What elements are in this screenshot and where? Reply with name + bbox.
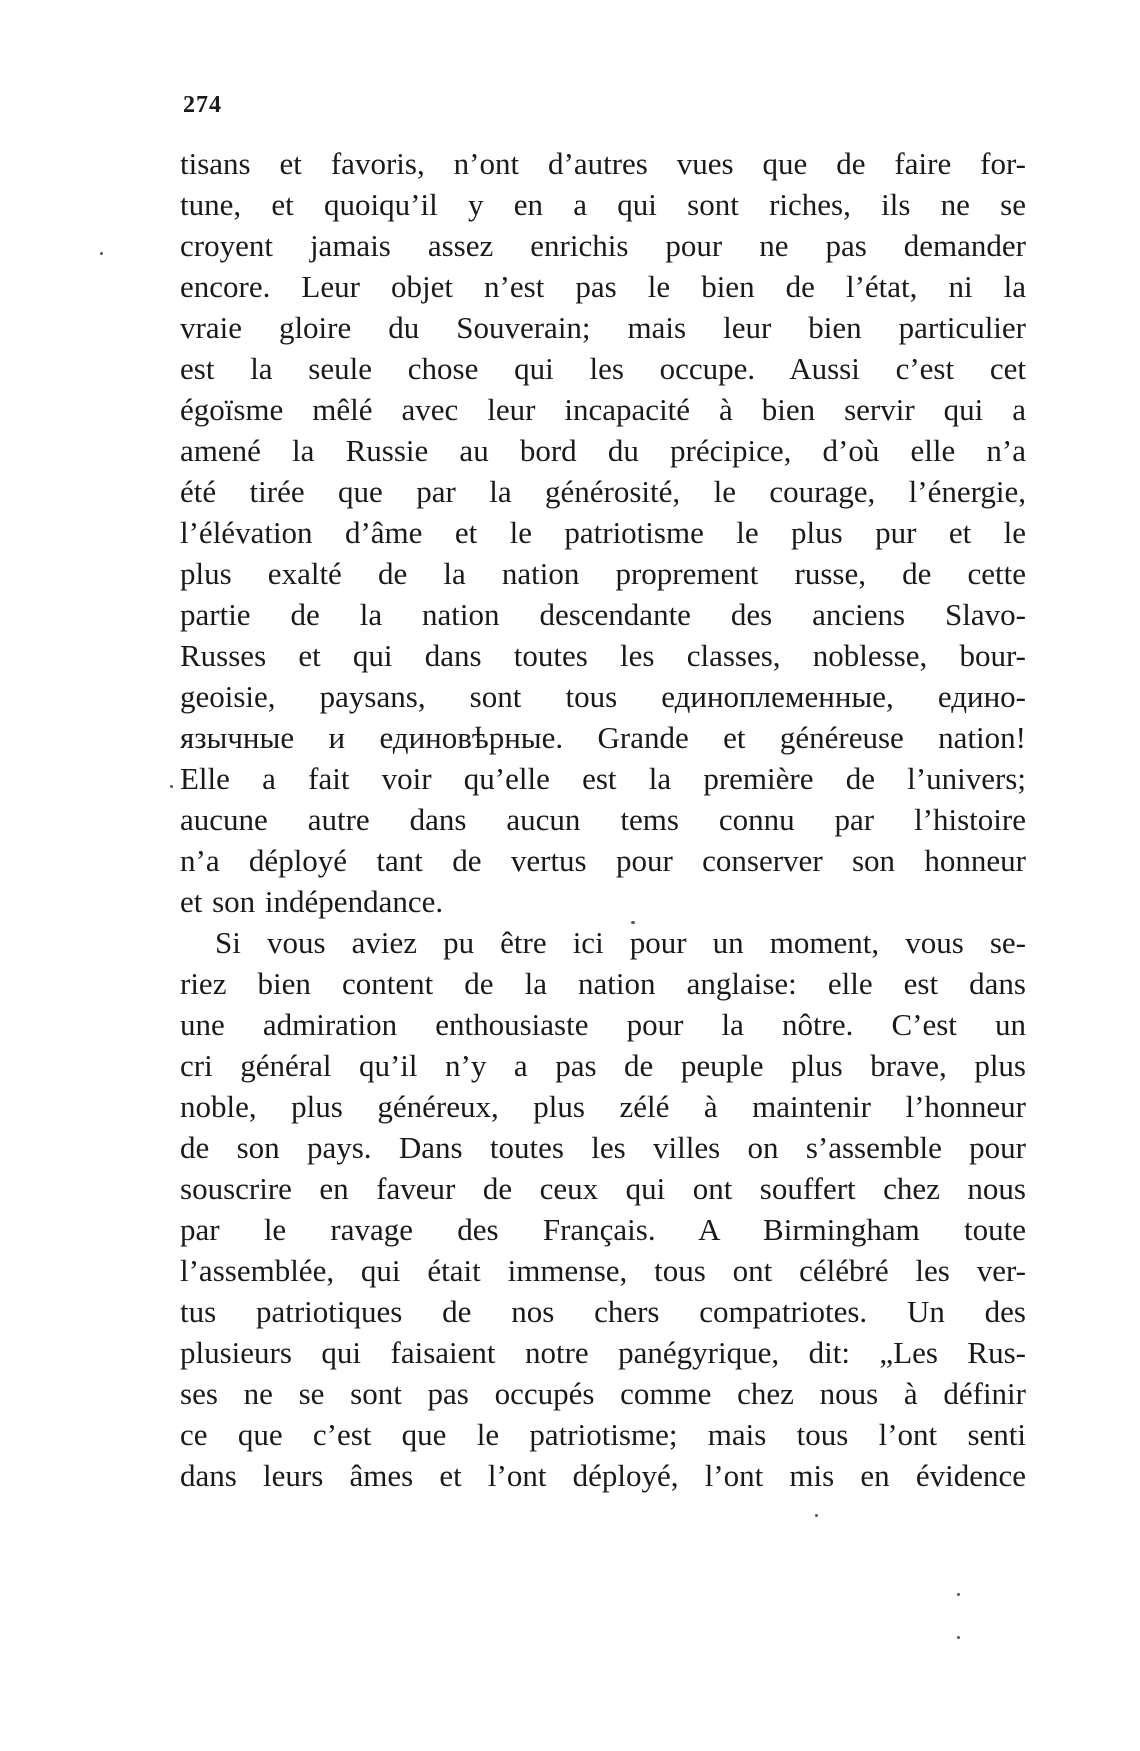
text-line: tune, et quoiqu’il y en a qui sont riches, ils ne se: [180, 187, 1026, 222]
text-line: tus patriotiques de nos chers compatriotes. Un des: [180, 1294, 1026, 1329]
text-line: Russes et qui dans toutes les classes, noblesse, bour-: [180, 638, 1026, 673]
text-line: cri général qu’il n’y a pas de peuple plus brave, plus: [180, 1048, 1026, 1083]
text-line: par le ravage des Français. A Birmingham toute: [180, 1212, 1026, 1247]
text-line: de son pays. Dans toutes les villes on s’assemble pour: [180, 1130, 1026, 1165]
scan-speck: [815, 1514, 818, 1517]
text-line: tisans et favoris, n’ont d’autres vues que de faire for-: [180, 146, 1026, 181]
body-text: [180, 143, 1026, 1496]
text-line: l’élévation d’âme et le patriotisme le plus pur et le: [180, 515, 1026, 550]
text-line: été tirée que par la générosité, le courage, l’énergie,: [180, 474, 1026, 509]
text-line: ses ne se sont pas occupés comme chez nous à définir: [180, 1376, 1026, 1411]
scan-speck: [631, 921, 635, 924]
scan-speck: [100, 252, 103, 255]
text-line: n’a déployé tant de vertus pour conserver son honneur: [180, 843, 1026, 878]
text-line: язычные и единовѣрные. Grande et généreuse nation!: [180, 720, 1026, 755]
text-line: Elle a fait voir qu’elle est la première de l’univers;: [180, 761, 1026, 796]
scan-speck: [957, 1593, 960, 1596]
text-line: plusieurs qui faisaient notre panégyrique, dit: „Les Rus-: [180, 1335, 1026, 1370]
text-line: croyent jamais assez enrichis pour ne pas demander: [180, 228, 1026, 263]
text-line: souscrire en faveur de ceux qui ont souffert chez nous: [180, 1171, 1026, 1206]
text-line: amené la Russie au bord du précipice, d’où elle n’a: [180, 433, 1026, 468]
scan-speck: [170, 785, 173, 788]
paragraph-end-line: et son indépendance.: [180, 884, 444, 919]
scan-speck: [957, 1636, 960, 1639]
text-line: aucune autre dans aucun tems connu par l’histoire: [180, 802, 1026, 837]
text-line: encore. Leur objet n’est pas le bien de l’état, ni la: [180, 269, 1026, 304]
text-line: plus exalté de la nation proprement russe, de cette: [180, 556, 1026, 591]
text-line: riez bien content de la nation anglaise: elle est dans: [180, 966, 1026, 1001]
text-line: l’assemblée, qui était immense, tous ont célébré les ver-: [180, 1253, 1026, 1288]
text-line: geoisie, paysans, sont tous единоплеменные, едино-: [180, 679, 1026, 714]
text-line: noble, plus généreux, plus zélé à maintenir l’honneur: [180, 1089, 1026, 1124]
text-line: est la seule chose qui les occupe. Aussi c’est cet: [180, 351, 1026, 386]
text-line: dans leurs âmes et l’ont déployé, l’ont mis en évidence: [180, 1458, 1026, 1493]
text-line: égoïsme mêlé avec leur incapacité à bien servir qui a: [180, 392, 1026, 427]
text-line: partie de la nation descendante des anciens Slavo-: [180, 597, 1026, 632]
text-line: une admiration enthousiaste pour la nôtre. C’est un: [180, 1007, 1026, 1042]
page-number: 274: [183, 92, 222, 118]
text-line: vraie gloire du Souverain; mais leur bien particulier: [180, 310, 1026, 345]
text-line: ce que c’est que le patriotisme; mais tous l’ont senti: [180, 1417, 1026, 1452]
paragraph-start-line: Si vous aviez pu être ici pour un moment, vous se-: [215, 925, 1026, 960]
